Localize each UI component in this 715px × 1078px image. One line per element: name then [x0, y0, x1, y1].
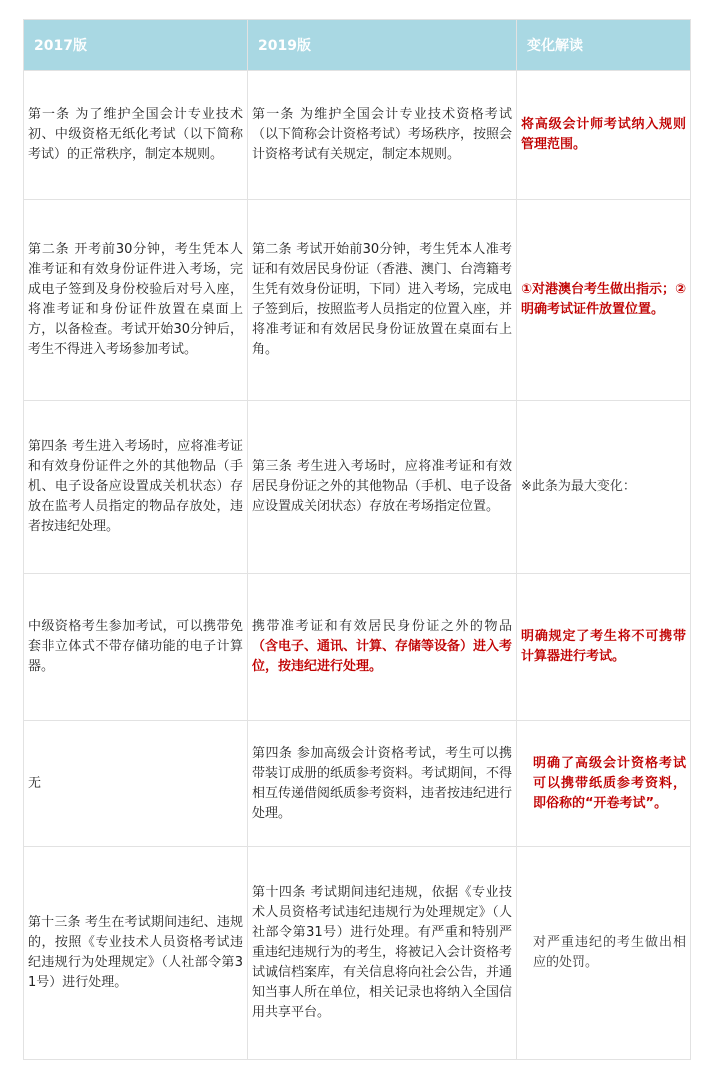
comparison-table: [23, 19, 691, 1060]
old-rule-cell: 中级资格考生参加考试，可以携带免套非立体式不带存储功能的电子计算器。: [24, 574, 248, 721]
interpretation-cell: 对严重违纪的考生做出相应的处罚。: [517, 847, 691, 1060]
header-2019: 2019版: [248, 20, 517, 71]
old-rule-cell: 无: [24, 721, 248, 847]
header-interpretation: 变化解读: [517, 20, 691, 71]
interpretation-cell: 将高级会计师考试纳入规则管理范围。: [517, 71, 691, 200]
table-row: [24, 574, 691, 721]
new-rule-highlight: （含电子、通讯、计算、存储等设备）进入考位，按违纪进行处理。: [252, 639, 513, 674]
old-rule-cell: 第四条 考生进入考场时，应将准考证和有效身份证件之外的其他物品（手机、电子设备应设置成关机状态）存放在监考人员指定的物品存放处，违者按违纪处理。: [24, 401, 248, 574]
interpretation-cell: ①对港澳台考生做出指示；②明确考试证件放置位置。: [517, 200, 691, 401]
old-rule-cell: 第二条 开考前30分钟，考生凭本人准考证和有效身份证件进入考场，完成电子签到及身份校验后对号入座，将准考证和身份证件放置在桌面上方，以备检查。考试开始30分钟后，考生不得进入考场参加考试。: [24, 200, 248, 401]
table-row: [24, 721, 691, 847]
old-rule-cell: 第十三条 考生在考试期间违纪、违规的，按照《专业技术人员资格考试违纪违规行为处理规定》（人社部令第31号）进行处理。: [24, 847, 248, 1060]
table-row: [24, 847, 691, 1060]
table-row: [24, 200, 691, 401]
table-row: [24, 71, 691, 200]
interpretation-cell: 明确了高级会计资格考试可以携带纸质参考资料，即俗称的“开卷考试”。: [517, 721, 691, 847]
new-rule-cell: 第一条 为维护全国会计专业技术资格考试（以下简称会计资格考试）考场秩序，按照会计资格考试有关规定，制定本规则。: [248, 71, 517, 200]
new-rule-cell: 第二条 考试开始前30分钟，考生凭本人准考证和有效居民身份证（香港、澳门、台湾籍考生凭有效身份证明，下同）进入考场，完成电子签到后，按照监考人员指定的位置入座，并将准考证和有效居民身份证放置在桌面右上角。: [248, 200, 517, 401]
interpretation-cell: 明确规定了考生将不可携带计算器进行考试。: [517, 574, 691, 721]
new-rule-cell: 第十四条 考试期间违纪违规，依据《专业技术人员资格考试违纪违规行为处理规定》（人社部令第31号）进行处理。有严重和特别严重违纪违规行为的考生，将被记入会计资格考试诚信档案库，有关信息将向社会公告，并通知当事人所在单位，相关记录也将纳入全国信用共享平台。: [248, 847, 517, 1060]
new-rule-cell: 第三条 考生进入考场时，应将准考证和有效居民身份证之外的其他物品（手机、电子设备应设置成关闭状态）存放在考场指定位置。: [248, 401, 517, 574]
new-rule-text: 携带准考证和有效居民身份证之外的物品: [252, 619, 512, 634]
table-row: [24, 401, 691, 574]
table-header-row: [24, 20, 691, 71]
comparison-table-wrapper: [23, 19, 690, 1060]
new-rule-cell: 第四条 参加高级会计资格考试，考生可以携带装订成册的纸质参考资料。考试期间，不得相互传递借阅纸质参考资料，违者按违纪进行处理。: [248, 721, 517, 847]
interpretation-cell: ※此条为最大变化：: [517, 401, 691, 574]
new-rule-cell: [248, 574, 517, 721]
old-rule-cell: 第一条 为了维护全国会计专业技术初、中级资格无纸化考试（以下简称考试）的正常秩序，制定本规则。: [24, 71, 248, 200]
header-2017: 2017版: [24, 20, 248, 71]
